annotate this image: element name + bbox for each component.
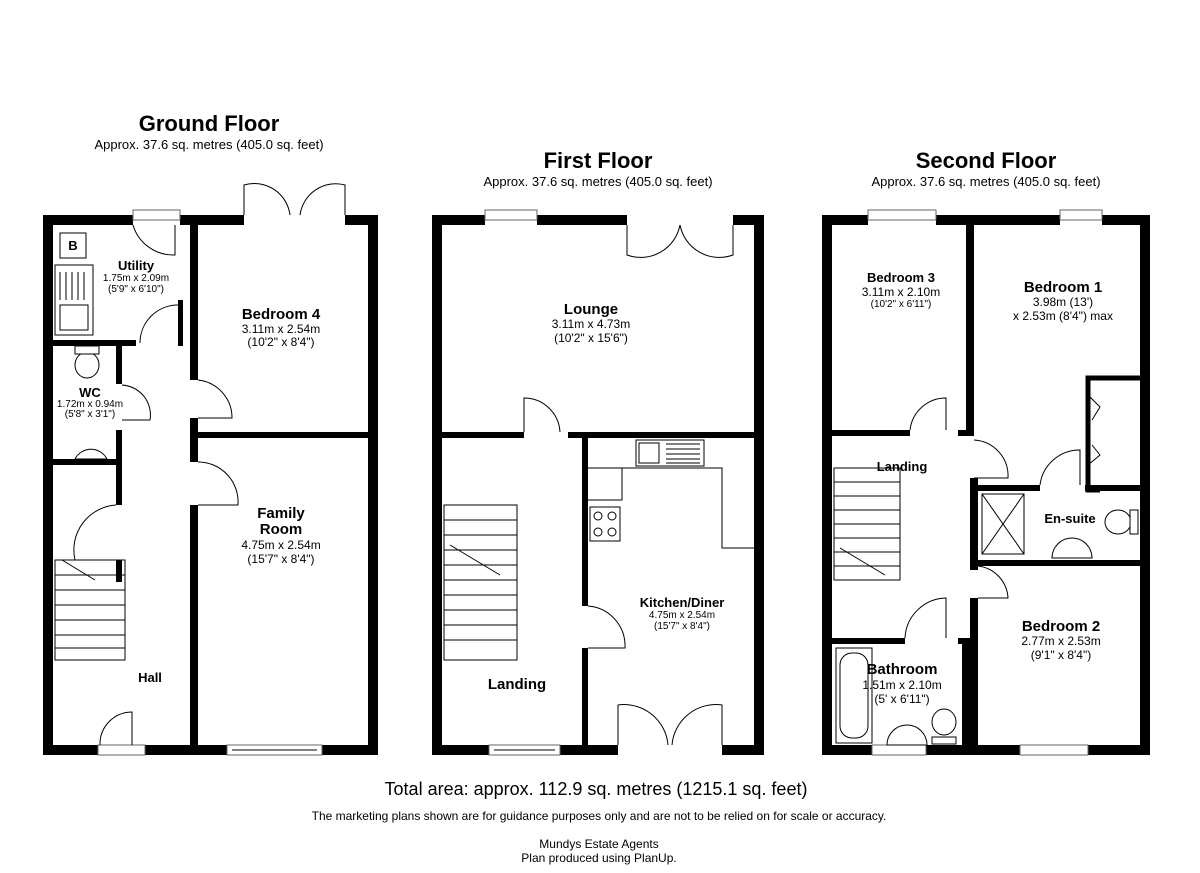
kitchen-imperial: (15'7" x 8'4") [654, 621, 710, 632]
first-floor-area: Approx. 37.6 sq. metres (405.0 sq. feet) [483, 174, 713, 189]
ensuite-name: En-suite [1044, 511, 1096, 526]
family-room-metric: 4.75m x 2.54m [241, 538, 321, 552]
bedroom1-name: Bedroom 1 [1023, 279, 1103, 296]
ground-floor-area: Approx. 37.6 sq. metres (405.0 sq. feet) [94, 137, 324, 152]
second-stairs-icon [834, 468, 900, 580]
utility-imperial: (5'9" x 6'10") [108, 284, 164, 295]
bathroom-imperial: (5' x 6'11") [874, 692, 930, 706]
bathroom-name: Bathroom [866, 661, 938, 678]
utility-window [133, 210, 180, 220]
total-area: Total area: approx. 112.9 sq. metres (1215.1 sq. feet) [384, 779, 808, 799]
hall-name: Hall [138, 670, 162, 685]
hob-icon [590, 507, 620, 541]
bedroom2-imperial: (9'1" x 8'4") [1030, 648, 1092, 662]
bedroom2-name: Bedroom 2 [1021, 618, 1101, 635]
bedroom2-metric: 2.77m x 2.53m [1021, 634, 1101, 648]
first-floor-walls [432, 215, 764, 755]
bedroom2-window [1020, 745, 1088, 755]
first-floor-title: First Floor [543, 148, 653, 173]
kitchen-name: Kitchen/Diner [639, 595, 725, 610]
bedroom3-metric: 3.11m x 2.10m [861, 285, 941, 299]
ground-stairs-icon [55, 560, 125, 660]
wc-metric: 1.72m x 0.94m [56, 399, 124, 410]
bathroom-metric: 1.51m x 2.10m [862, 678, 942, 692]
bedroom1-metric: 3.98m (13') [1032, 295, 1094, 309]
lounge-metric: 3.11m x 4.73m [551, 317, 631, 331]
lounge-window [485, 210, 537, 220]
lounge-name: Lounge [563, 301, 619, 318]
bedroom1-window [1060, 210, 1102, 220]
second-landing-name: Landing [876, 459, 928, 474]
ground-floor-title: Ground Floor [138, 111, 280, 136]
bedroom1-imperial: x 2.53m (8'4") max [1013, 309, 1113, 323]
second-floor-area: Approx. 37.6 sq. metres (405.0 sq. feet) [871, 174, 1101, 189]
family-room-name-2: Room [259, 521, 303, 538]
bedroom4-imperial: (10'2" x 8'4") [247, 335, 315, 349]
lounge-imperial: (10'2" x 15'6") [554, 331, 628, 345]
bedroom4-name: Bedroom 4 [241, 306, 321, 323]
first-stairs-icon [444, 505, 517, 660]
first-door-swings [524, 225, 733, 745]
first-floor-plan [432, 148, 764, 755]
bedroom3-imperial: (10'2" x 6'11") [870, 299, 932, 310]
agent-name: Mundys Estate Agents [539, 837, 659, 851]
bedroom3-name: Bedroom 3 [867, 270, 935, 285]
second-floor-plan [822, 148, 1150, 755]
wc-toilet-icon [75, 352, 99, 378]
boiler-label: B [68, 238, 78, 253]
family-room-imperial: (15'7" x 8'4") [247, 552, 315, 566]
bathroom-toilet-icon [932, 709, 956, 735]
wc-name: WC [79, 385, 101, 400]
plan-credit: Plan produced using PlanUp. [521, 851, 677, 865]
second-floor-title: Second Floor [915, 148, 1057, 173]
bathroom-basin-icon [887, 725, 927, 745]
utility-metric: 1.75m x 2.09m [102, 273, 170, 284]
first-landing-name: Landing [487, 676, 547, 693]
ground-floor-plan [43, 111, 378, 755]
bedroom4-metric: 3.11m x 2.54m [241, 322, 321, 336]
wc-imperial: (5'8" x 3'1") [64, 409, 116, 420]
family-room-name-1: Family [257, 505, 305, 522]
utility-name: Utility [117, 258, 155, 273]
bedroom3-window [868, 210, 936, 220]
plan-footer [312, 779, 887, 865]
ensuite-toilet-icon [1105, 510, 1131, 534]
front-door-frame [98, 745, 145, 755]
disclaimer: The marketing plans shown are for guidance purposes only and are not to be relied on for scale or accuracy. [311, 809, 887, 823]
wc-basin-icon [75, 449, 107, 459]
bathroom-window [872, 745, 926, 755]
kitchen-metric: 4.75m x 2.54m [648, 610, 716, 621]
ensuite-basin-icon [1052, 538, 1092, 558]
